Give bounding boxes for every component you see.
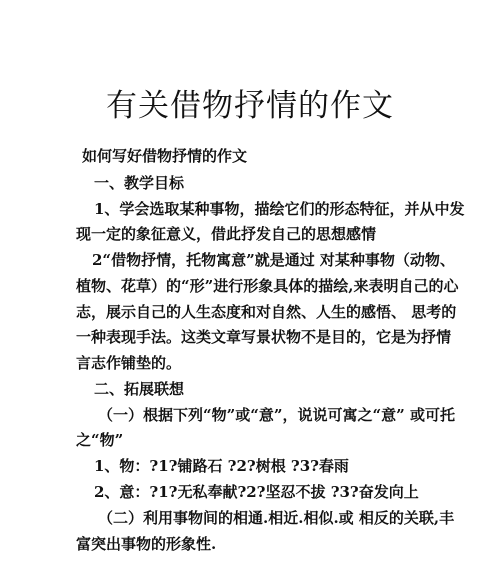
paragraph-line: 一种表现手法。这类文章写景状物不是目的，它是为抒情: [76, 328, 452, 346]
paragraph-line: （二）利用事物间的相通.相近.相似.或 相反的关联,丰: [98, 509, 455, 527]
paragraph-line: 富突出事物的形象性.: [76, 535, 217, 553]
paragraph-line: 现一定的象征意义，借此抒发自己的思想感情: [76, 225, 377, 243]
paragraph-line: 言志作铺垫的。: [76, 354, 182, 372]
document-subtitle: 如何写好借物抒情的作文: [82, 147, 248, 165]
paragraph-line: 志，展示自己的人生态度和对自然、人生的感悟、 思考的: [76, 303, 457, 321]
section-heading-expand: 二、拓展联想: [94, 380, 185, 398]
paragraph-line: 植物、花草）的“形”进行形象具体的描绘,来表明自己的心: [76, 277, 459, 295]
list-item: 1、物：?1?铺路石 ?2?树根 ?3?春雨: [94, 457, 349, 475]
paragraph-line: 之“物”: [76, 431, 124, 449]
paragraph-line: 1、学会选取某种事物，描绘它们的形态特征，并从中发: [94, 200, 465, 218]
list-item: 2、意：?1?无私奉献?2?坚忍不拔 ?3?奋发向上: [94, 483, 419, 501]
section-heading-goals: 一、教学目标: [94, 174, 185, 192]
paragraph-line: 2“借物抒情，托物寓意”就是通过 对某种事物（动物、: [92, 251, 455, 269]
document-title: 有关借物抒情的作文: [106, 88, 394, 124]
paragraph-line: （一）根据下列“物”或“意”，说说可寓之“意” 或可托: [98, 406, 455, 424]
